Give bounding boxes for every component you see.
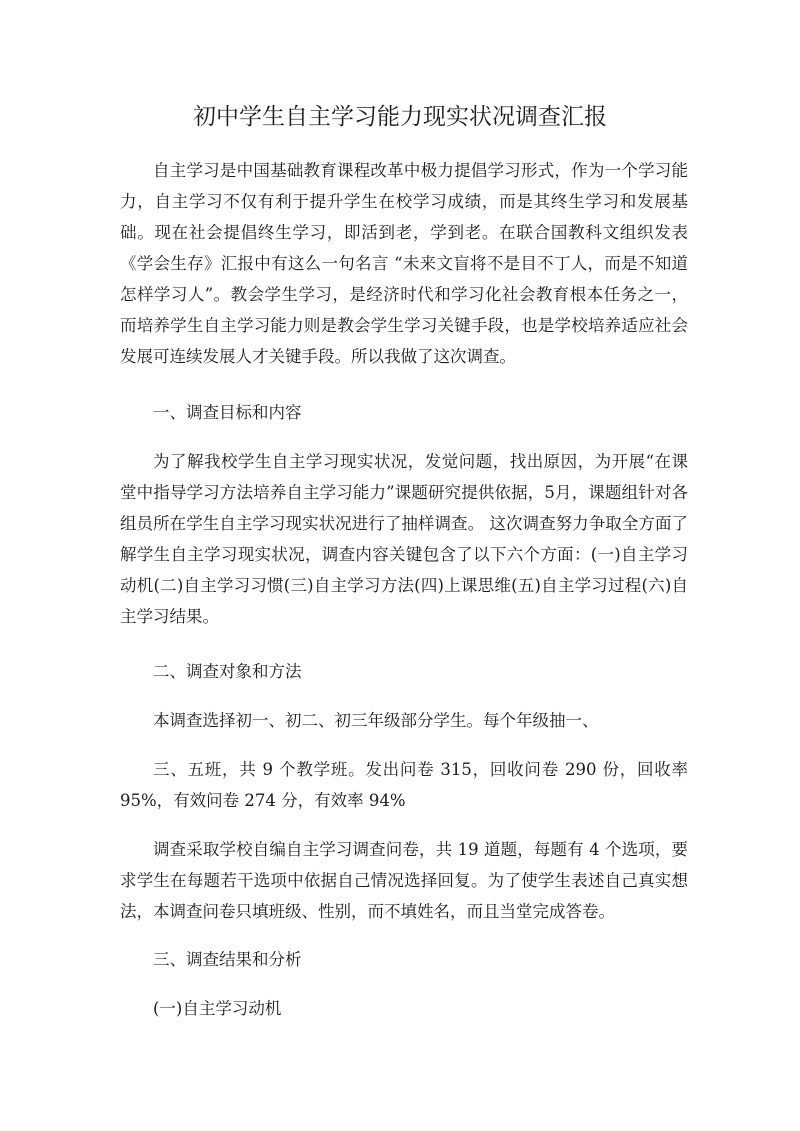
document-title: 初中学生自主学习能力现实状况调查汇报 [193, 104, 607, 130]
intro-paragraph: 自主学习是中国基础教育课程改革中极力提倡学习形式，作为一个学习能力，自主学习不仅有利于提升学生在校学习成绩，而是其终生学习和发展基础。现在社会提倡终生学习，即活到老，学到老。在联合国教科文组织发表《学会生存》汇报中有这么一句名言 “未来文盲将不是目不丁人，而是不知道怎样学习人”。教会学生学习，是经济时代和学习化社会教育根本任务之一，而培养学生自主学习能力则是教会学生学习关键手段，也是学校培养适应社会发展可连续发展人才关键手段。所以我做了这次调查。 [120, 161, 688, 366]
paragraph-survey-goals: 为了解我校学生自主学习现实状况，发觉问题，找出原因，为开展“在课堂中指导学习方法培养自主学习能力”课题研究提供依据，5月，课题组针对各组员所在学生自主学习现实状况进行了抽样调查。 这次调查努力争取全方面了解学生自主学习现实状况，调查内容关键包含了以下六个方面：(一)自主学习动机(二)自主学习习惯(三)自主学习方法(四)上课思维(五)自主学习过程(六)自主学习结果。 [120, 452, 688, 626]
section-heading-3: 三、调查结果和分析 [153, 950, 302, 969]
paragraph-survey-subjects: 本调查选择初一、初二、初三年级部分学生。每个年级抽一、 [153, 711, 599, 730]
paragraph-survey-stats: 三、五班，共 9 个教学班。发出问卷 315，回收问卷 290 份，回收率 95%，有效问卷 274 分，有效率 94% [120, 760, 688, 810]
subsection-heading-1: (一)自主学习动机 [153, 999, 282, 1018]
paragraph-survey-method: 调查采取学校自编自主学习调查问卷，共 19 道题，每题有 4 个选项，要求学生在每题若干选项中依据自己情况选择回复。为了使学生表述自己真实想法，本调查问卷只填班级、性别，而不填姓名，而且当堂完成答卷。 [120, 840, 688, 921]
section-heading-2: 二、调查对象和方法 [153, 662, 302, 681]
section-heading-1: 一、调查目标和内容 [153, 403, 302, 422]
